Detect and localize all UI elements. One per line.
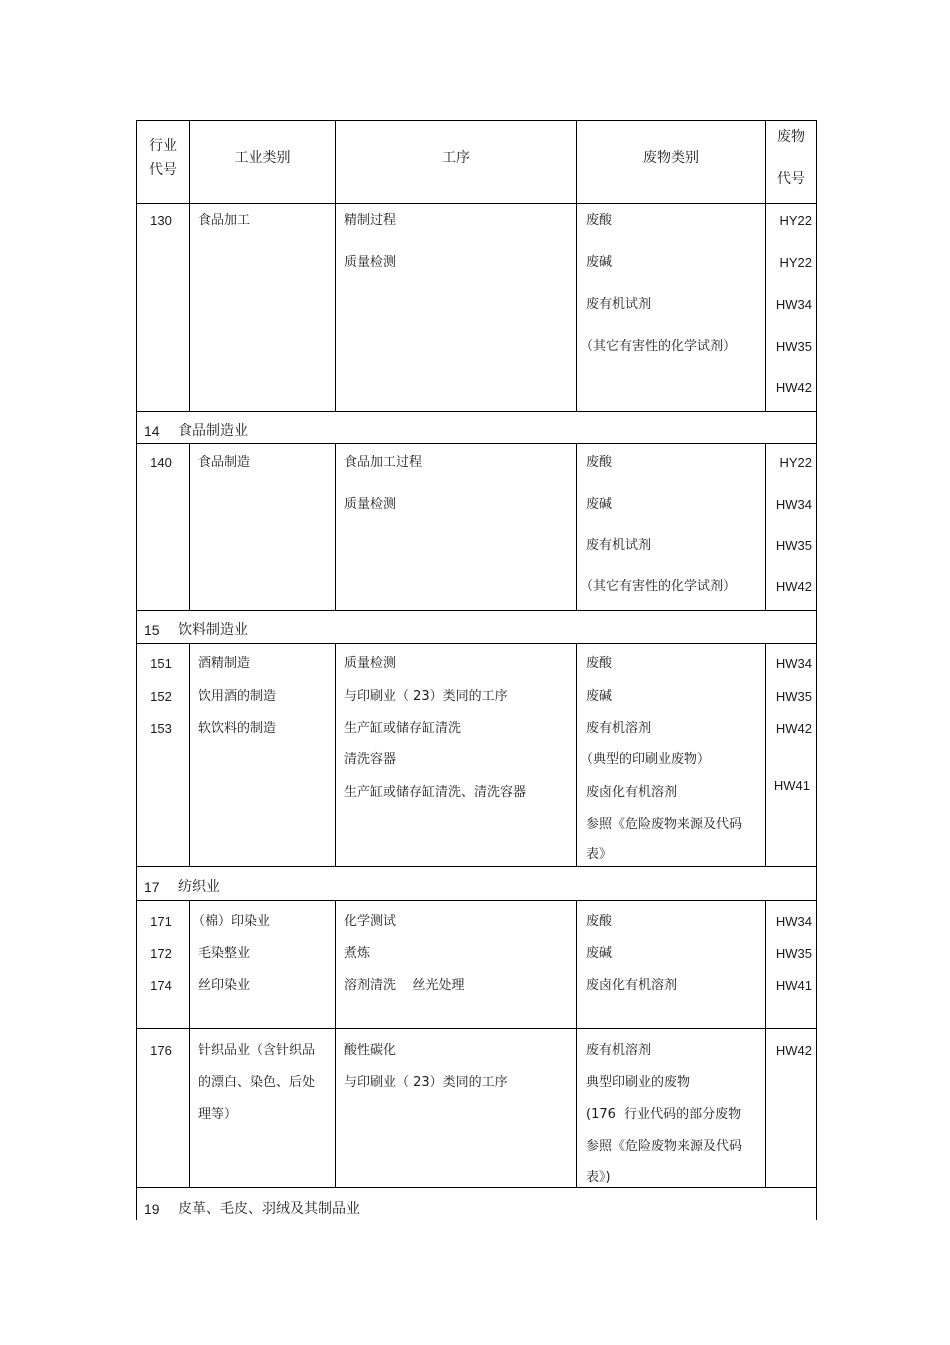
waste-item: 表》 bbox=[586, 847, 613, 862]
col-divider bbox=[335, 900, 336, 1187]
process-item: 清洗容器 bbox=[344, 752, 397, 767]
waste-item: 废酸 bbox=[586, 213, 613, 228]
waste-code: HW34 bbox=[775, 497, 812, 512]
industry-category: 食品加工 bbox=[198, 213, 251, 228]
col-divider bbox=[189, 443, 190, 610]
header-industry-code-line1: 行业 bbox=[149, 138, 177, 154]
industry-category: 食品制造 bbox=[198, 455, 251, 470]
waste-item: （其它有害性的化学试剂） bbox=[580, 579, 737, 594]
waste-item: 废碱 bbox=[586, 689, 613, 704]
waste-code: HW35 bbox=[775, 339, 812, 354]
industry-code: 171 bbox=[150, 914, 172, 929]
waste-code: HW41 bbox=[773, 778, 810, 793]
table-rule-header-bottom bbox=[136, 203, 817, 204]
waste-item: 表》) bbox=[586, 1170, 611, 1185]
waste-code: HW35 bbox=[775, 689, 812, 704]
industry-category: 酒精制造 bbox=[198, 656, 251, 671]
industry-code: 153 bbox=[150, 721, 172, 736]
industry-code: 174 bbox=[150, 978, 172, 993]
industry-code: 151 bbox=[150, 656, 172, 671]
industry-category: 饮用酒的制造 bbox=[198, 689, 277, 704]
waste-item: 参照《危险废物来源及代码 bbox=[586, 1139, 743, 1154]
industry-code: 152 bbox=[150, 689, 172, 704]
process-item: 化学测试 bbox=[344, 914, 397, 929]
section-number: 14 bbox=[144, 423, 160, 439]
waste-item: 废酸 bbox=[586, 914, 613, 929]
industry-category: 软饮料的制造 bbox=[198, 721, 277, 736]
waste-item: （其它有害性的化学试剂） bbox=[580, 339, 737, 354]
industry-category: 理等） bbox=[198, 1107, 238, 1122]
industry-code: 176 bbox=[150, 1043, 172, 1058]
waste-item: 废有机溶剂 bbox=[586, 1043, 652, 1058]
waste-code: HW42 bbox=[775, 380, 812, 395]
col-divider bbox=[335, 443, 336, 610]
process-item: 溶剂清洗 丝光处理 bbox=[344, 978, 465, 993]
table-rule bbox=[136, 1187, 817, 1188]
header-waste-code-line2: 代号 bbox=[777, 171, 805, 187]
waste-code: HW34 bbox=[775, 656, 812, 671]
process-item: 质量检测 bbox=[344, 255, 397, 270]
industry-category: 的漂白、染色、后处 bbox=[198, 1075, 316, 1090]
waste-item: 废碱 bbox=[586, 946, 613, 961]
waste-code: HY22 bbox=[779, 213, 812, 228]
table-rule bbox=[136, 866, 817, 867]
industry-code: 140 bbox=[150, 455, 172, 470]
process-item: 生产缸或储存缸清洗、清洗容器 bbox=[344, 785, 527, 800]
col-divider bbox=[576, 443, 577, 610]
process-item: 酸性碳化 bbox=[344, 1043, 397, 1058]
industry-code: 172 bbox=[150, 946, 172, 961]
col-divider bbox=[576, 643, 577, 866]
header-industry-code-line2: 代号 bbox=[149, 162, 177, 178]
header-industry-category: 工业类别 bbox=[234, 150, 291, 166]
table-border-right bbox=[816, 120, 817, 1220]
industry-category: 丝印染业 bbox=[198, 978, 251, 993]
section-name: 皮革、毛皮、羽绒及其制品业 bbox=[178, 1201, 360, 1217]
waste-code: HW42 bbox=[775, 579, 812, 594]
waste-code: HW42 bbox=[775, 1043, 812, 1058]
waste-item: 废酸 bbox=[586, 455, 613, 470]
industry-code: 130 bbox=[150, 213, 172, 228]
waste-code: HW41 bbox=[775, 978, 812, 993]
col-divider bbox=[189, 900, 190, 1187]
waste-code: HW42 bbox=[775, 721, 812, 736]
table-rule bbox=[136, 443, 817, 444]
waste-item: （典型的印刷业废物） bbox=[580, 752, 711, 767]
table-rule bbox=[136, 900, 817, 901]
waste-item: 废有机试剂 bbox=[586, 538, 652, 553]
waste-code: HW35 bbox=[775, 538, 812, 553]
waste-code: HW35 bbox=[775, 946, 812, 961]
waste-code: HY22 bbox=[779, 455, 812, 470]
process-item: 与印刷业（ 23）类同的工序 bbox=[344, 689, 508, 704]
waste-code: HW34 bbox=[775, 297, 812, 312]
waste-item: 废有机试剂 bbox=[586, 297, 652, 312]
waste-item: 典型印刷业的废物 bbox=[586, 1075, 691, 1090]
table-rule bbox=[136, 643, 817, 644]
waste-code: HW34 bbox=[775, 914, 812, 929]
table-rule bbox=[136, 411, 817, 412]
section-number: 15 bbox=[144, 622, 160, 638]
col-divider bbox=[335, 643, 336, 866]
header-waste-category: 废物类别 bbox=[643, 150, 699, 166]
header-process: 工序 bbox=[442, 150, 470, 166]
section-number: 17 bbox=[144, 879, 160, 895]
section-name: 纺织业 bbox=[178, 879, 220, 895]
waste-item: (176 行业代码的部分废物 bbox=[586, 1107, 742, 1122]
industry-category: （棉）印染业 bbox=[192, 914, 271, 929]
table-rule bbox=[136, 1028, 817, 1029]
process-item: 与印刷业（ 23）类同的工序 bbox=[344, 1075, 508, 1090]
table-rule-top bbox=[136, 120, 817, 121]
table-rule bbox=[136, 610, 817, 611]
waste-item: 废碱 bbox=[586, 497, 613, 512]
section-name: 饮料制造业 bbox=[178, 622, 248, 638]
col-divider bbox=[576, 900, 577, 1187]
waste-item: 废卤化有机溶剂 bbox=[586, 785, 678, 800]
waste-code: HY22 bbox=[779, 255, 812, 270]
process-item: 质量检测 bbox=[344, 656, 397, 671]
industry-category: 毛染整业 bbox=[198, 946, 251, 961]
waste-item: 废酸 bbox=[586, 656, 613, 671]
waste-item: 废碱 bbox=[586, 255, 613, 270]
industry-category: 针织品业（含针织品 bbox=[198, 1043, 316, 1058]
col-divider bbox=[189, 643, 190, 866]
process-item: 精制过程 bbox=[344, 213, 397, 228]
process-item: 质量检测 bbox=[344, 497, 397, 512]
section-number: 19 bbox=[144, 1201, 160, 1217]
section-name: 食品制造业 bbox=[178, 423, 248, 439]
process-item: 食品加工过程 bbox=[344, 455, 423, 470]
header-waste-code-line1: 废物 bbox=[777, 129, 805, 145]
waste-item: 废有机溶剂 bbox=[586, 721, 652, 736]
process-item: 生产缸或储存缸清洗 bbox=[344, 721, 462, 736]
waste-item: 参照《危险废物来源及代码 bbox=[586, 817, 743, 832]
waste-item: 废卤化有机溶剂 bbox=[586, 978, 678, 993]
process-item: 煮炼 bbox=[344, 946, 371, 961]
col-divider bbox=[765, 643, 766, 866]
